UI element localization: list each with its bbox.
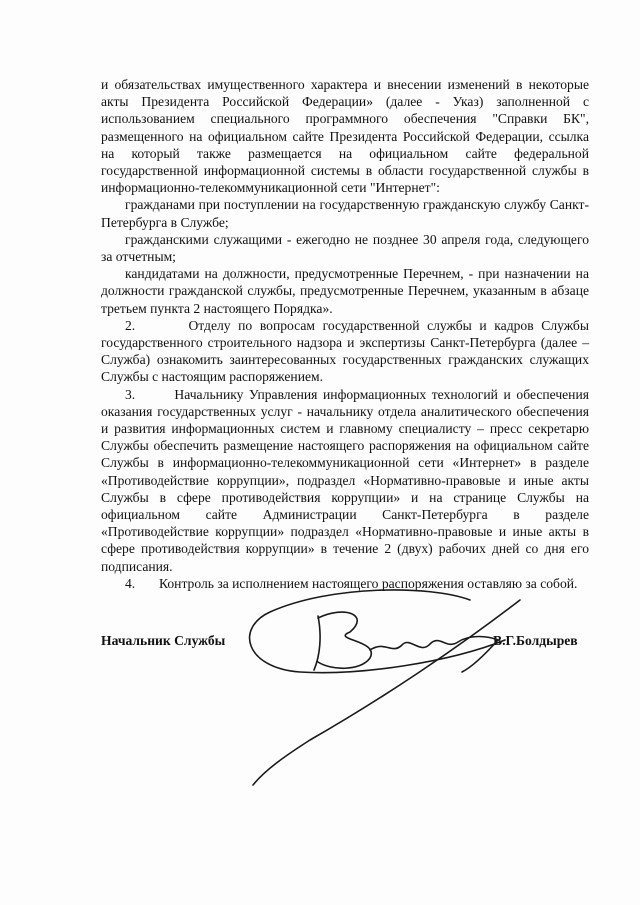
paragraph-intro: и обязательствах имущественного характера и внесении изменений в некоторые акты Президента Российской Федерации» (далее - Указ) заполненной с использованием специального программного обеспечения "Справки БК", размещенного на официальном сайте Президента Российской Федерации, ссылка на который также размещается на официальном сайте федеральной государственной информационной системы в области государственной службы в информационно-телекоммуникационной сети "Интернет": bbox=[101, 77, 589, 196]
signatory-title: Начальник Службы bbox=[101, 633, 226, 648]
paragraph-candidates: кандидатами на должности, предусмотренные Перечнем, - при назначении на должности гражданской службы, предусмотренные Перечнем, указанным в абзаце третьем пункта 2 настоящего Порядка». bbox=[101, 266, 589, 316]
paragraph-item-2: 2. Отделу по вопросам государственной службы и кадров Службы государственного строительного надзора и экспертизы Санкт-Петербурга (далее – Служба) ознакомить заинтересованных государственных гражданских служащих Службы с настоящим распоряжением. bbox=[101, 317, 589, 385]
signatory-name: В.Г.Болдырев bbox=[493, 633, 578, 648]
paragraph-item-4: 4. Контроль за исполнением настоящего распоряжения оставляю за собой. bbox=[125, 575, 578, 591]
paragraph-item-3: 3. Начальнику Управления информационных технологий и обеспечения оказания государственных услуг - начальнику отдела аналитического обеспечения и развития информационных систем и главному специалисту – пресс секретарю Службы обеспечить размещение настоящего распоряжения на официальном сайте Службы в информационно-телекоммуникационной сети «Интернет» в разделе «Противодействие коррупции», подраздел «Нормативно-правовые и иные акты Службы в сфере противодействия коррупции» и на странице Службы на официальном сайте Администрации Санкт-Петербурга в разделе «Противодействие коррупции» подраздел «Нормативно-правовые и иные акты в сфере противодействия коррупции» в течение 2 (двух) рабочих дней со дня его подписания. bbox=[101, 386, 589, 574]
paragraph-citizens: гражданами при поступлении на государственную гражданскую службу Санкт-Петербурга в Службе; bbox=[101, 197, 589, 230]
paragraph-servants: гражданскими служащими - ежегодно не позднее 30 апреля года, следующего за отчетным; bbox=[101, 231, 589, 265]
